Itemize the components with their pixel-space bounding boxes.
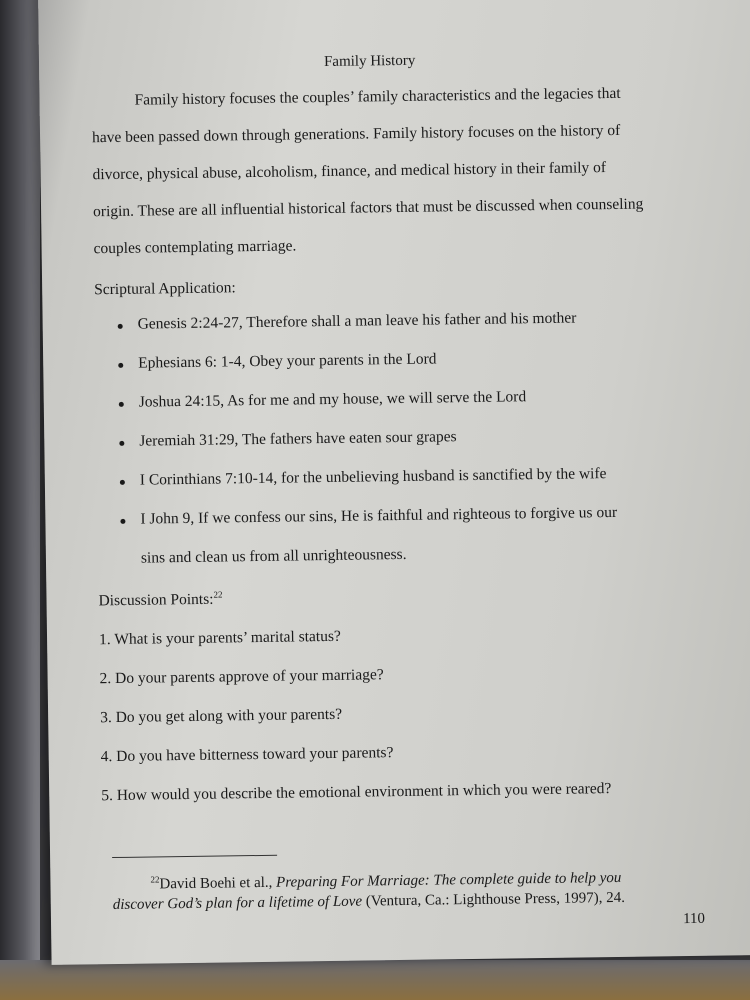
discussion-point-2: 2. Do your parents approve of your marriage? xyxy=(99,666,384,688)
binding-shadow xyxy=(0,0,40,1000)
discussion-point-1: 1. What is your parents’ marital status? xyxy=(98,627,341,649)
scripture-item-5: I Corinthians 7:10-14, for the unbelieving husband is sanctified by the wife xyxy=(139,465,607,489)
bullet-icon xyxy=(119,402,124,407)
discussion-point-3: 3. Do you get along with your parents? xyxy=(100,705,343,727)
scripture-item-1: Genesis 2:24-27, Therefore shall a man leave his father and his mother xyxy=(137,309,577,333)
page-number: 110 xyxy=(682,910,706,928)
discussion-heading xyxy=(98,589,222,610)
book-page xyxy=(38,0,750,965)
scripture-item-4: Jeremiah 31:29, The fathers have eaten sour grapes xyxy=(139,428,457,450)
footnote-line-2 xyxy=(113,890,625,914)
bullet-icon xyxy=(120,519,125,524)
scripture-item-2: Ephesians 6: 1-4, Obey your parents in the Lord xyxy=(138,350,437,372)
scripture-item-6: I John 9, If we confess our sins, He is faithful and righteous to forgive us our xyxy=(140,503,618,528)
table-surface xyxy=(0,960,750,1000)
paragraph-line-1: Family history focuses the couples’ family characteristics and the legacies that xyxy=(134,84,621,109)
bullet-icon xyxy=(118,363,123,368)
footnote-divider xyxy=(112,855,277,858)
discussion-point-4: 4. Do you have bitterness toward your parents? xyxy=(100,744,394,766)
bullet-icon xyxy=(118,324,123,329)
paragraph-line-5: couples contemplating marriage. xyxy=(93,237,297,258)
scriptural-heading: Scriptural Application: xyxy=(94,279,236,299)
paragraph-line-4: origin. These are all influential historical factors that must be discussed when counseling xyxy=(92,195,644,221)
bullet-icon xyxy=(119,441,124,446)
footnote-number: 22 xyxy=(150,874,160,885)
footnote-reference: 22 xyxy=(213,589,223,600)
footnote-author: David Boehi et al., xyxy=(159,874,277,893)
discussion-heading-text: Discussion Points: xyxy=(98,590,214,610)
footnote-title-part1: Preparing For Marriage: The complete guide to help you xyxy=(276,869,622,891)
paragraph-line-3: divorce, physical abuse, alcoholism, finance, and medical history in their family of xyxy=(92,159,607,184)
discussion-point-5: 5. How would you describe the emotional environment in which you were reared? xyxy=(101,780,612,805)
scripture-item-3: Joshua 24:15, As for me and my house, we will serve the Lord xyxy=(138,388,527,411)
bullet-icon xyxy=(120,480,125,485)
footnote-publication: (Ventura, Ca.: Lighthouse Press, 1997), 24. xyxy=(361,889,626,910)
footnote-title-part2: discover God’s plan for a lifetime of Love xyxy=(112,893,363,914)
page-title: Family History xyxy=(323,52,416,71)
paragraph-line-2: have been passed down through generations. Family history focuses on the history of xyxy=(91,121,621,147)
footnote-line-1 xyxy=(150,868,621,894)
scripture-item-6-continued: sins and clean us from all unrighteousness. xyxy=(140,545,407,567)
